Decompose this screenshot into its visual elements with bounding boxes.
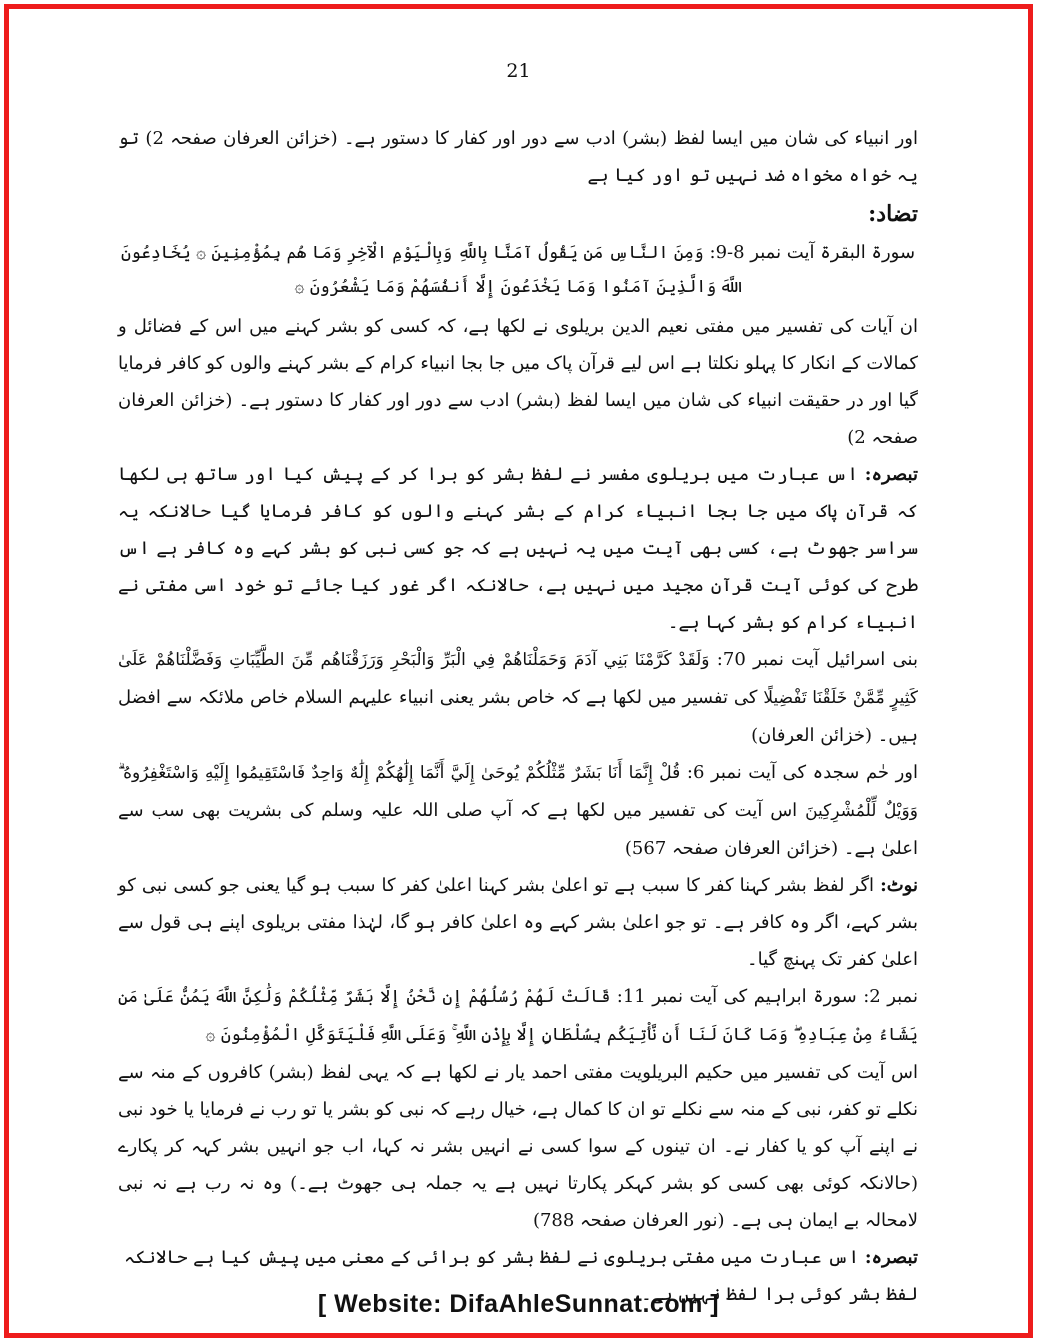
verse-label: بنی اسرائیل آیت نمبر 70: [716,649,918,670]
verse-text: وَمِنَ النَّاسِ مَن يَقُولُ آمَنَّا بِاللَّهِ وَبِالْيَوْمِ الْآخِرِ وَمَا هُم بِمُؤْمِنِينَ ۞ يُخَادِعُونَ اللَّهَ وَالَّذِينَ آمَنُوا وَمَا يَخْدَعُونَ إِلَّا أَنفُسَهُمْ وَمَا يَشْعُرُونَ ۞ [120,243,742,297]
tafsir-paragraph-2: اس آیت کی تفسیر میں حکیم البریلویت مفتی احمد یار نے لکھا ہے کہ یہی لفظ (بشر) کافروں کے منہ سے نکلے تو کفر، نبی کے منہ سے نکلے تو ان کا کمال ہے، خیال رہے کہ نبی کو بشر یا تو رب نے فرمایا یا خود نبی نے اپنے آپ کو یا کفار نے۔ ان تینوں کے سوا کسی نے انہیں بشر نہ کہا، اب جو انہیں بشر کہہ کر پکارے (حالانکہ کوئی بھی کسی کو بشر کہکر پکارتا نہیں ہے یہ جملہ ہی جھوٹ ہے۔) وہ نہ رب ہے نہ نبی لامحالہ بے ایمان ہی ہے۔ (نور العرفان صفحہ 788) [118,1062,918,1231]
commentary-paragraph [118,456,918,641]
intro-line: اور انبیاء کی شان میں ایسا لفظ (بشر) ادب سے دور اور کفار کا دستور ہے۔ (خزائن العرفان صفحہ 2) تو یہ خواہ مخواہ ضد نہیں تو اور کیا ہے [118,128,918,186]
verse-label: سورۃ البقرۃ آیت نمبر 8-9: [709,242,916,263]
note-text: اگر لفظ بشر کہنا کفر کا سبب ہے تو اعلیٰ بشر کہنا اعلیٰ کفر کا سبب ہو گیا یعنی جو کسی نبی کو بشر کہے، اگر وہ کافر ہے۔ تو جو اعلیٰ بشر کہے وہ اعلیٰ کافر ہو گا، لہٰذا مفتی بریلوی اپنے ہی قول سے اعلیٰ کفر تک پہنچ گیا۔ [118,875,918,970]
verse-baqarah [118,236,918,304]
website-footer: [ Website: DifaAhleSunnat.com ] [317,1290,720,1318]
verse-text: قُلْ إِنَّمَا أَنَا بَشَرٌ مِّثْلُكُمْ يُوحَىٰ إِلَيَّ أَنَّمَا إِلَٰهُكُمْ إِلَٰهٌ وَاحِدٌ فَاسْتَقِيمُوا إِلَيْهِ وَاسْتَغْفِرُوهُ ۗ وَوَيْلٌ لِّلْمُشْرِكِينَ [118,763,918,821]
verse-label: نمبر 2: سورۃ ابراہیم کی آیت نمبر 11: [616,986,918,1007]
verse-bani-israel [118,641,918,754]
note-label: نوٹ: [880,875,918,896]
commentary-text: اس عبارت میں مفتی بریلوی نے لفظ بشر کو برائی کے معنی میں پیش کیا ہے حالانکہ لفظ بشر کوئی برا لفظ نہیں ہے۔ [124,1247,918,1305]
verse-ha-mim-sajdah [118,754,918,867]
page-body [118,120,918,1313]
verse-ibrahim [118,978,918,1054]
verse-text: وَلَقَدْ كَرَّمْنَا بَنِي آدَمَ وَحَمَلْنَاهُمْ فِي الْبَرِّ وَالْبَحْرِ وَرَزَقْنَاهُم مِّنَ الطَّيِّبَاتِ وَفَضَّلْنَاهُمْ عَلَىٰ كَثِيرٍ مِّمَّنْ خَلَقْنَا تَفْضِيلًا [118,650,918,708]
page-number: 21 [506,60,531,82]
commentary-text: اس عبارت میں بریلوی مفسر نے لفظ بشر کو برا کر کے پیش کیا اور ساتھ ہی لکھا کہ قرآن پاک میں جا بجا انبیاء کرام کے بشر کہنے والوں کو کافر فرمایا گیا حالانکہ یہ سراسر جھوٹ ہے، کسی بھی آیت میں یہ نہیں ہے کہ جو کسی نبی کو بشر کہے وہ کافر ہے اس طرح کی کوئی آیت قرآن مجید میں نہیں ہے، حالانکہ اگر غور کیا جائے تو خود اسی مفتی نے انبیاء کرام کو بشر کہا ہے۔ [118,464,918,633]
verse-text: قَالَتْ لَهُمْ رُسُلُهُمْ إِن نَّحْنُ إِلَّا بَشَرٌ مِّثْلُكُمْ وَلَٰكِنَّ اللَّهَ يَمُنُّ عَلَىٰ مَن يَشَاءُ مِنْ عِبَادِهِ ۖ وَمَا كَانَ لَنَا أَن نَّأْتِيَكُم بِسُلْطَانٍ إِلَّا بِإِذْنِ اللَّهِ ۚ وَعَلَى اللَّهِ فَلْيَتَوَكَّلِ الْمُؤْمِنُونَ ۞ [118,987,918,1045]
section-heading: تضاد: [868,201,918,227]
verse-explanation: اس آیت کی تفسیر میں لکھا ہے کہ آپ صلی اللہ علیہ وسلم کی بشریت بھی سب سے اعلیٰ ہے۔ (خزائن العرفان صفحہ 567) [118,800,918,859]
verse-explanation: کی تفسیر میں لکھا ہے کہ خاص بشر یعنی انبیاء علیہم السلام خاص ملائکہ سے افضل ہیں۔ (خزائن العرفان) [118,687,918,746]
commentary-label: تبصرہ: [864,1247,918,1268]
tafsir-paragraph: ان آیات کی تفسیر میں مفتی نعیم الدین بریلوی نے لکھا ہے، کہ کسی کو بشر کہنے میں اس کے فضائل و کمالات کے انکار کا پہلو نکلتا ہے اس لیے قرآن پاک میں جا بجا انبیاء کرام کے بشر کہنے والوں کو کافر فرمایا گیا اور در حقیقت انبیاء کی شان میں ایسا لفظ (بشر) ادب سے دور اور کفار کا دستور ہے۔ (خزائن العرفان صفحہ 2) [118,316,918,448]
commentary-label: تبصرہ: [864,464,918,485]
verse-label: اور حٰم سجدہ کی آیت نمبر 6: [686,762,918,783]
note-paragraph [118,867,918,978]
